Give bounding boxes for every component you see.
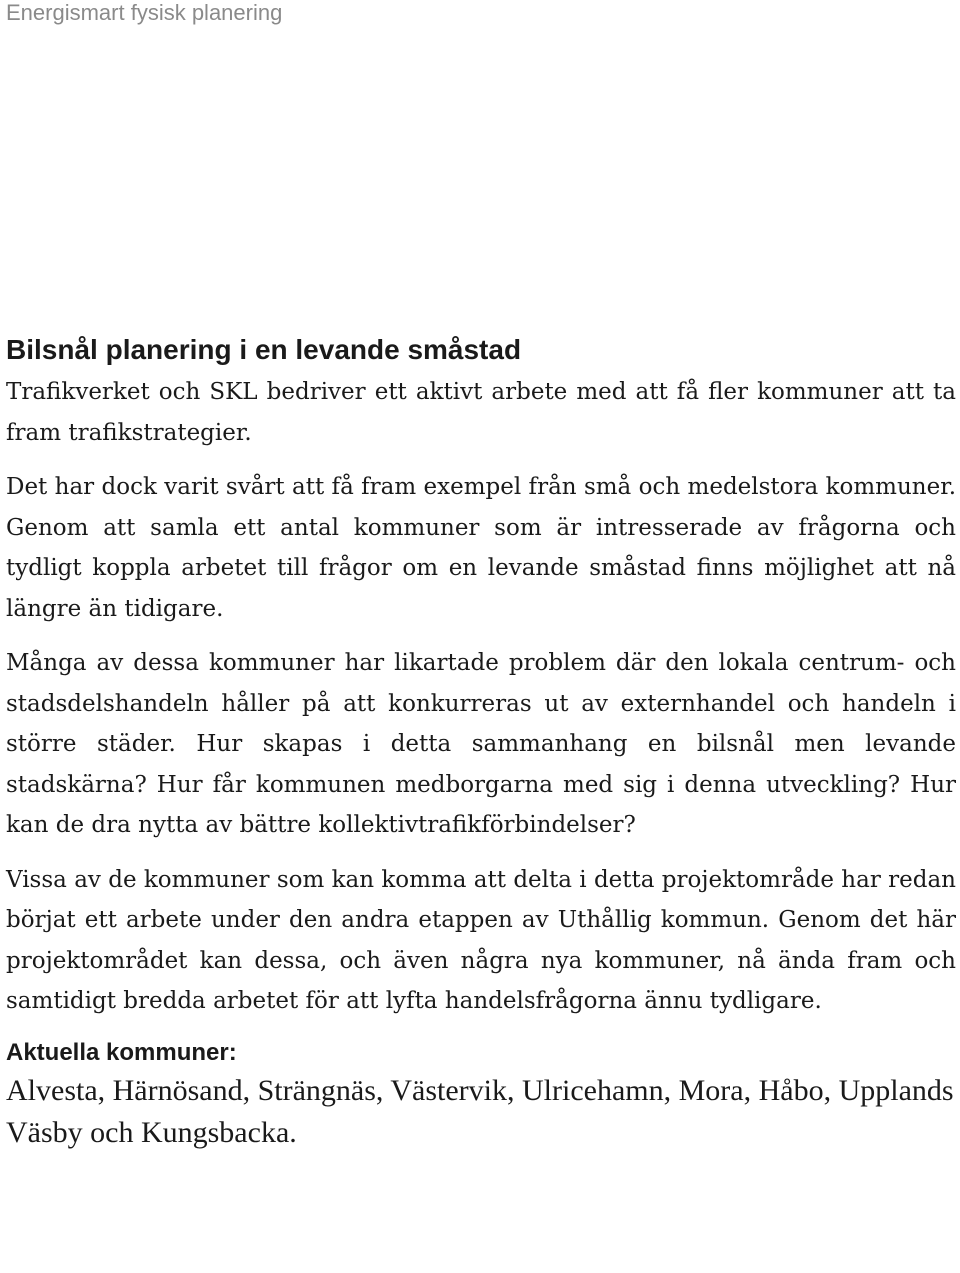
paragraph-4: Vissa av de kommuner som kan komma att delta i detta projektområde har redan börjat ett arbete under den andra etappen av Uthållig kommun. Genom det här projektområdet kan dessa, och även några nya kommuner, nå ända fram och samtidigt bredda arbetet för att lyfta handelsfrågorna ännu tydligare. — [6, 866, 956, 1014]
municipalities-heading: Aktuella kommuner: — [6, 1038, 237, 1066]
paragraph-1: Trafikverket och SKL bedriver ett aktivt arbete med att få fler kommuner att ta fram trafikstrategier. — [6, 379, 956, 446]
paragraph-3: Många av dessa kommuner har likartade problem där den lokala centrum- och stadsdelshandeln håller på att konkurreras ut av externhandel och handeln i större städer. Hur skapas i detta sammanhang en bilsnål men levande stadskärna? Hur får kommunen medborgarna med sig i denna utveckling? Hur kan de dra nytta av bättre kollektivtrafikförbindelser? — [6, 650, 956, 838]
running-header: Energismart fysisk planering — [6, 0, 283, 25]
section-heading: Bilsnål planering i en levande småstad — [6, 334, 522, 365]
municipalities-list: Alvesta, Härnösand, Strängnäs, Västervik, Ulricehamn, Mora, Håbo, Upplands Väsby och Kungsbacka. — [6, 1073, 954, 1149]
main-content — [6, 332, 956, 1154]
paragraph-2: Det har dock varit svårt att få fram exempel från små och medelstora kommuner. Genom att samla ett antal kommuner som är intresserade av frågorna och tydligt koppla arbetet till frågor om en levande småstad finns möjlighet att nå längre än tidigare. — [6, 474, 956, 622]
